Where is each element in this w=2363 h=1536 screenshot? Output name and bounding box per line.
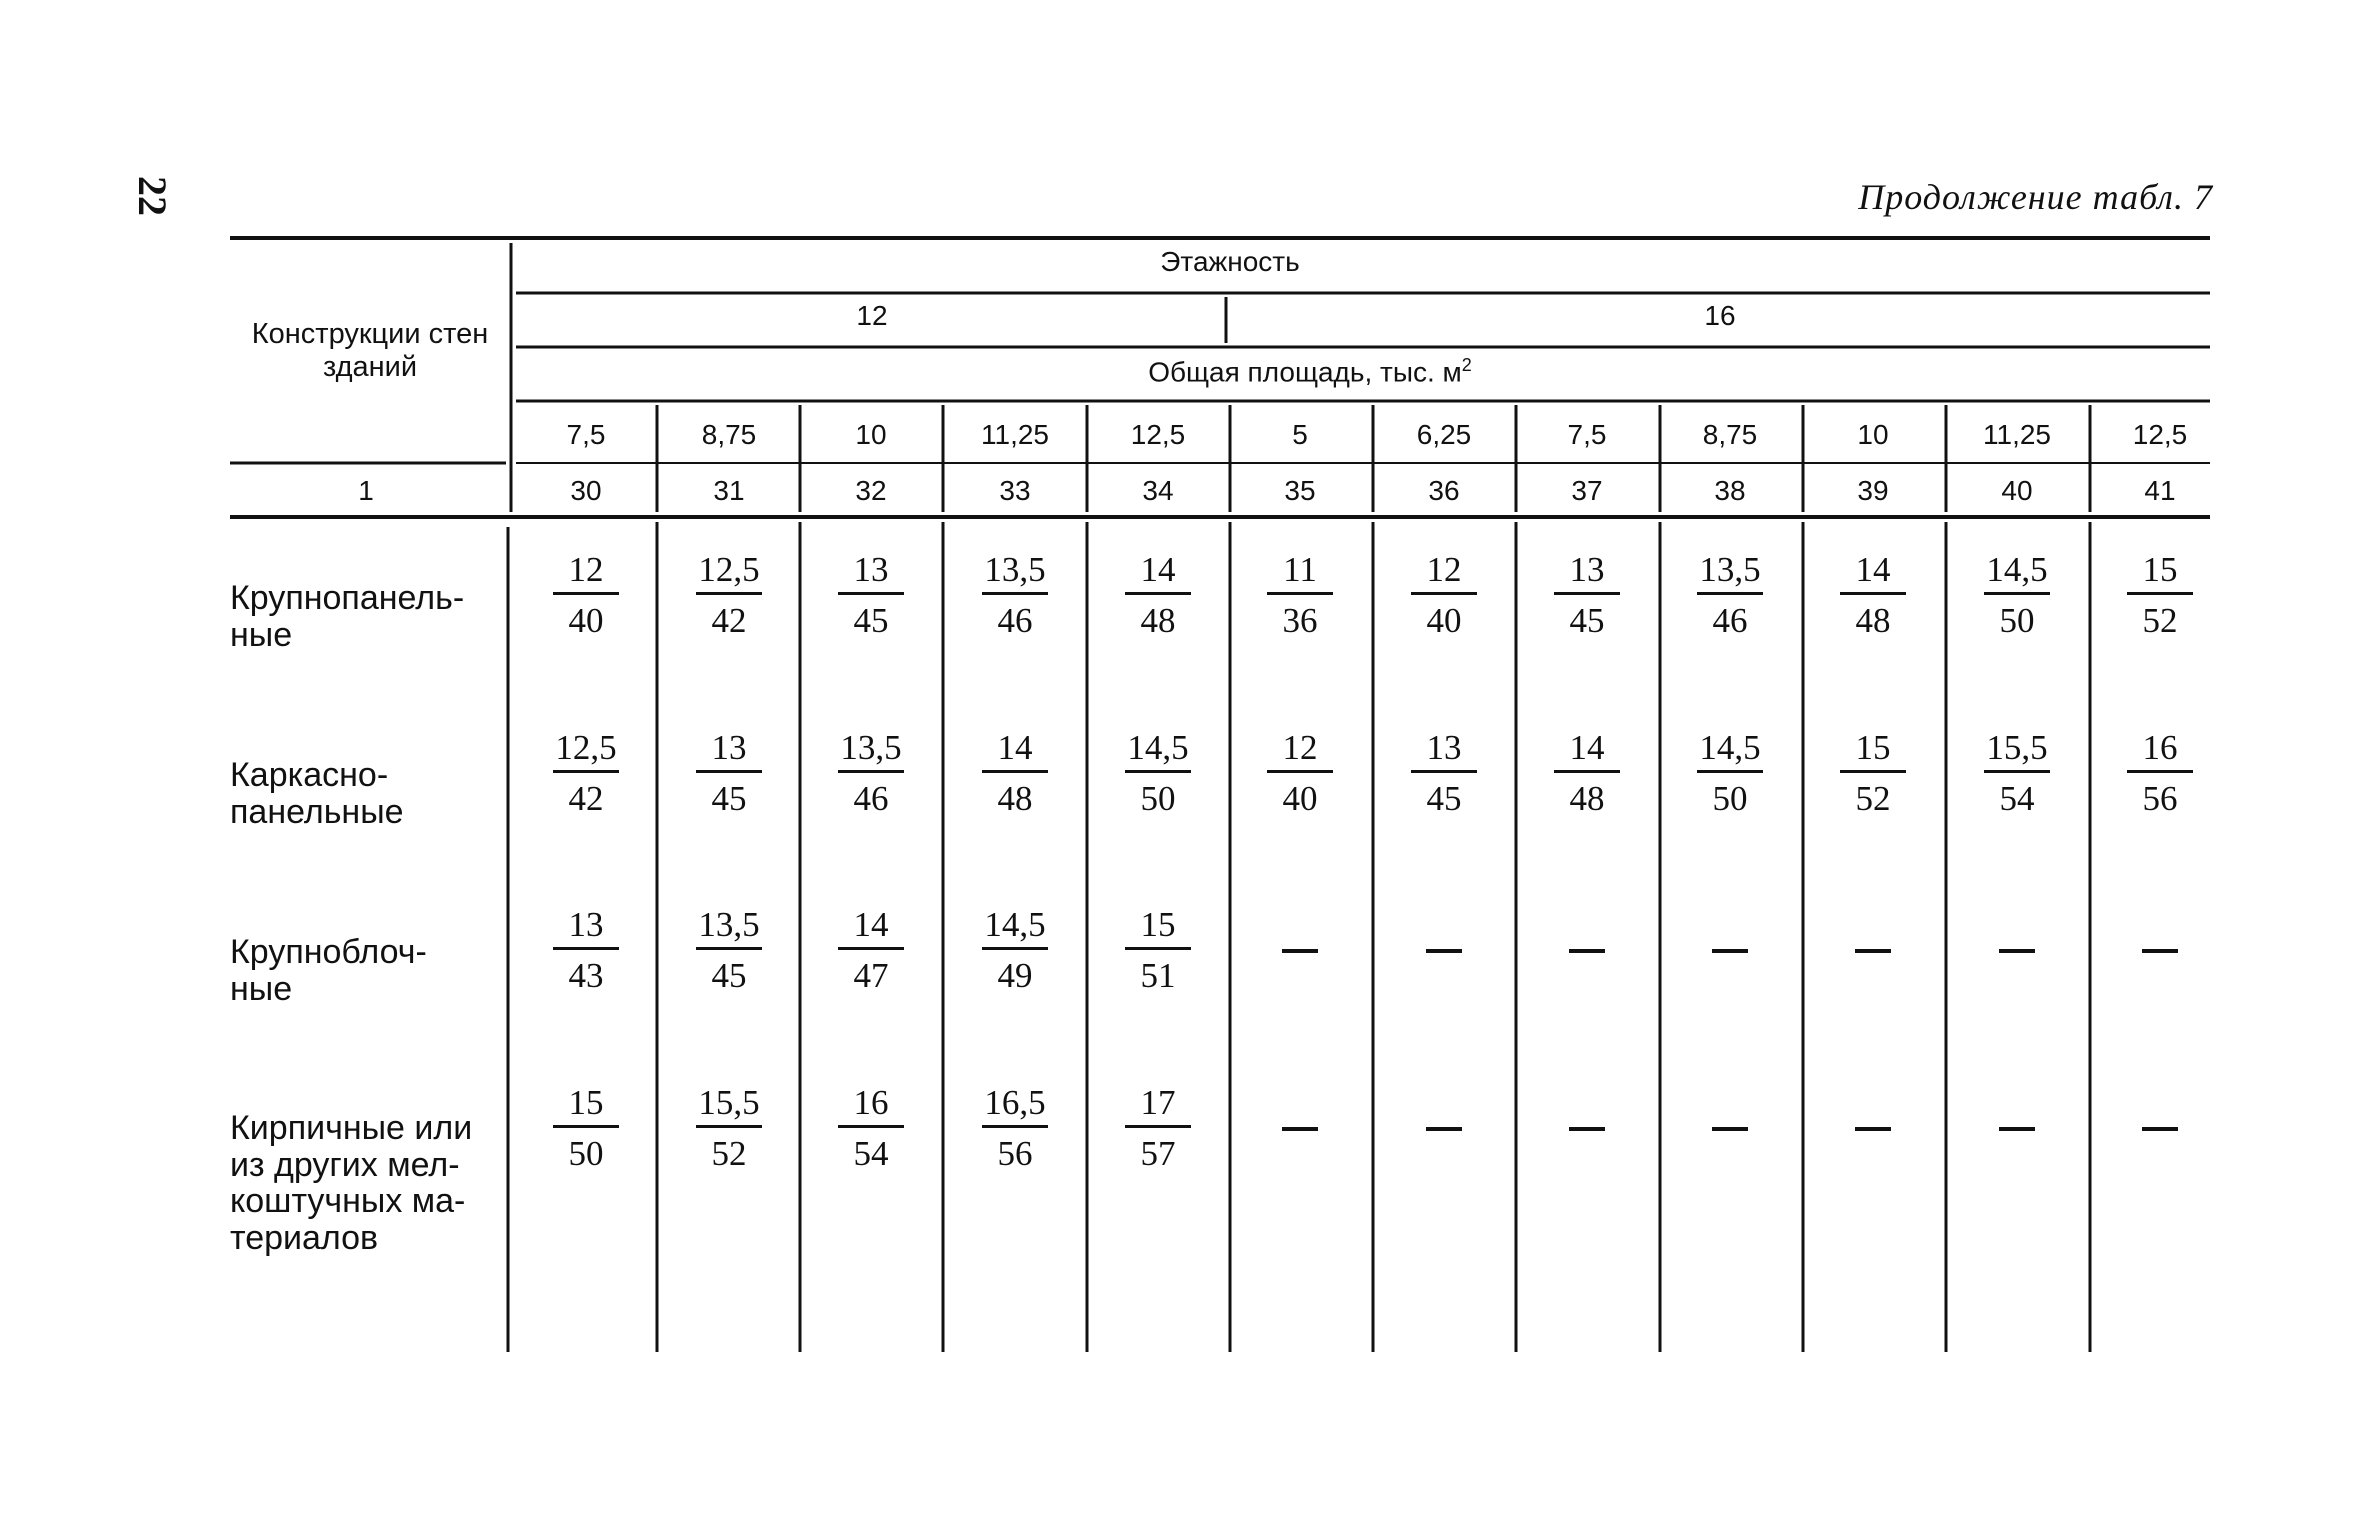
ratio-numerator: 14,5 xyxy=(1699,728,1761,767)
ratio-cell xyxy=(1957,552,2077,641)
area-column-header: 10 xyxy=(855,419,887,450)
fraction-bar xyxy=(696,770,762,773)
ratio-denominator: 52 xyxy=(1855,779,1891,818)
ratio-cell xyxy=(669,730,789,819)
ratio-cell xyxy=(526,1085,646,1174)
ratio-numerator: 15,5 xyxy=(1986,728,2048,767)
empty-cell-dash xyxy=(1426,1127,1462,1131)
ratio-denominator: 51 xyxy=(1140,956,1176,995)
ratio-denominator: 48 xyxy=(997,779,1033,818)
ratio-numerator: 13,5 xyxy=(1699,550,1761,589)
fraction-bar xyxy=(553,947,619,950)
empty-cell-dash xyxy=(1999,1127,2035,1131)
row-label: Крупноблоч- ные xyxy=(230,933,427,1008)
ratio-denominator: 36 xyxy=(1282,601,1318,640)
empty-cell-dash xyxy=(1282,1127,1318,1131)
ratio-denominator: 56 xyxy=(2142,779,2178,818)
fraction-bar xyxy=(2127,770,2193,773)
area-column-header: 7,5 xyxy=(566,419,606,450)
ratio-cell xyxy=(1098,907,1218,996)
ratio-numerator: 13,5 xyxy=(984,550,1046,589)
ratio-cell xyxy=(1670,730,1790,819)
ratio-denominator: 43 xyxy=(568,956,604,995)
ratio-numerator: 17 xyxy=(1140,1083,1176,1122)
fraction-bar xyxy=(1984,592,2050,595)
empty-cell-dash xyxy=(1282,949,1318,953)
fraction-bar xyxy=(553,770,619,773)
ratio-denominator: 54 xyxy=(853,1134,889,1173)
ratio-numerator: 14,5 xyxy=(1127,728,1189,767)
ratio-cell xyxy=(811,1085,931,1174)
empty-cell-dash xyxy=(1999,949,2035,953)
fraction-bar xyxy=(1697,592,1763,595)
ratio-cell xyxy=(526,552,646,641)
fraction-bar xyxy=(838,947,904,950)
storeys-header: Этажность xyxy=(1160,246,1300,277)
storey-group-12: 12 xyxy=(856,300,888,331)
ratio-cell xyxy=(955,907,1075,996)
fraction-bar xyxy=(1125,947,1191,950)
ratio-cell xyxy=(1957,730,2077,819)
ratio-denominator: 42 xyxy=(711,601,747,640)
empty-cell-dash xyxy=(1426,949,1462,953)
ratio-denominator: 56 xyxy=(997,1134,1033,1173)
ratio-denominator: 50 xyxy=(1140,779,1176,818)
area-column-header: 6,25 xyxy=(1416,419,1472,450)
column-number: 35 xyxy=(1284,475,1316,506)
column-number: 41 xyxy=(2144,475,2176,506)
empty-cell-dash xyxy=(2142,949,2178,953)
fraction-bar xyxy=(1125,1125,1191,1128)
fraction-bar xyxy=(838,1125,904,1128)
empty-cell-dash xyxy=(1569,1127,1605,1131)
fraction-bar xyxy=(1840,592,1906,595)
column-number: 30 xyxy=(570,475,602,506)
row-label: Кирпичные или из других мел- коштучных ма- териалов xyxy=(230,1109,473,1258)
ratio-cell xyxy=(811,730,931,819)
column-number: 36 xyxy=(1428,475,1460,506)
ratio-denominator: 45 xyxy=(1569,601,1605,640)
ratio-cell xyxy=(1813,552,1933,641)
empty-cell-dash xyxy=(1712,1127,1748,1131)
ratio-numerator: 12 xyxy=(1282,728,1318,767)
fraction-bar xyxy=(838,592,904,595)
column-number: 39 xyxy=(1857,475,1889,506)
ratio-denominator: 40 xyxy=(1282,779,1318,818)
ratio-numerator: 14 xyxy=(1855,550,1891,589)
ratio-numerator: 13 xyxy=(568,905,604,944)
ratio-denominator: 50 xyxy=(1999,601,2035,640)
total-area-label: Общая площадь, тыс. м xyxy=(1148,356,1462,388)
ratio-numerator: 16 xyxy=(853,1083,889,1122)
ratio-cell xyxy=(1813,730,1933,819)
wall-construction-header: Конструкции стен зданий xyxy=(251,318,489,384)
fraction-bar xyxy=(982,592,1048,595)
ratio-numerator: 14 xyxy=(997,728,1033,767)
ratio-cell xyxy=(2100,730,2220,819)
total-area-header xyxy=(1148,356,1472,386)
stub-column-number: 1 xyxy=(358,475,374,506)
area-column-header: 12,5 xyxy=(1130,419,1186,450)
ratio-numerator: 14 xyxy=(853,905,889,944)
ratio-denominator: 57 xyxy=(1140,1134,1176,1173)
ratio-cell xyxy=(1527,730,1647,819)
fraction-bar xyxy=(838,770,904,773)
page-number: 22 xyxy=(130,176,175,216)
fraction-bar xyxy=(1554,592,1620,595)
ratio-cell xyxy=(1098,1085,1218,1174)
ratio-numerator: 16,5 xyxy=(984,1083,1046,1122)
fraction-bar xyxy=(553,1125,619,1128)
fraction-bar xyxy=(696,592,762,595)
ratio-numerator: 13,5 xyxy=(698,905,760,944)
column-number: 33 xyxy=(999,475,1031,506)
ratio-numerator: 14 xyxy=(1569,728,1605,767)
fraction-bar xyxy=(1554,770,1620,773)
row-label: Каркасно- панельные xyxy=(230,756,404,831)
ratio-denominator: 45 xyxy=(1426,779,1462,818)
ratio-numerator: 14,5 xyxy=(1986,550,2048,589)
ratio-cell xyxy=(2100,552,2220,641)
ratio-cell xyxy=(526,907,646,996)
area-unit-superscript: 2 xyxy=(1461,355,1472,375)
ratio-numerator: 15,5 xyxy=(698,1083,760,1122)
ratio-denominator: 40 xyxy=(1426,601,1462,640)
column-number: 31 xyxy=(713,475,745,506)
ratio-denominator: 50 xyxy=(568,1134,604,1173)
ratio-cell xyxy=(955,1085,1075,1174)
ratio-cell xyxy=(811,552,931,641)
ratio-cell xyxy=(1384,730,1504,819)
ratio-cell xyxy=(1240,730,1360,819)
column-number: 38 xyxy=(1714,475,1746,506)
ratio-cell xyxy=(811,907,931,996)
column-number: 40 xyxy=(2001,475,2033,506)
ratio-numerator: 16 xyxy=(2142,728,2178,767)
ratio-denominator: 52 xyxy=(711,1134,747,1173)
ratio-denominator: 46 xyxy=(997,601,1033,640)
ratio-numerator: 13 xyxy=(1569,550,1605,589)
fraction-bar xyxy=(982,1125,1048,1128)
fraction-bar xyxy=(982,770,1048,773)
area-column-header: 8,75 xyxy=(701,419,757,450)
fraction-bar xyxy=(553,592,619,595)
fraction-bar xyxy=(1267,592,1333,595)
ratio-denominator: 42 xyxy=(568,779,604,818)
ratio-cell xyxy=(1098,552,1218,641)
area-column-header: 5 xyxy=(1292,419,1308,450)
ratio-numerator: 12 xyxy=(1426,550,1462,589)
area-column-header: 11,25 xyxy=(1983,419,2051,450)
row-label: Крупнопанель- ные xyxy=(230,579,465,654)
ratio-numerator: 12,5 xyxy=(555,728,617,767)
fraction-bar xyxy=(696,947,762,950)
ratio-cell xyxy=(1527,552,1647,641)
table-continuation-caption: Продолжение табл. 7 xyxy=(1858,177,2213,217)
area-column-header: 12,5 xyxy=(2132,419,2188,450)
area-column-header: 10 xyxy=(1857,419,1889,450)
ratio-denominator: 47 xyxy=(853,956,889,995)
ratio-denominator: 45 xyxy=(711,779,747,818)
ratio-numerator: 14,5 xyxy=(984,905,1046,944)
ratio-denominator: 48 xyxy=(1569,779,1605,818)
fraction-bar xyxy=(1411,770,1477,773)
fraction-bar xyxy=(2127,592,2193,595)
ratio-denominator: 50 xyxy=(1712,779,1748,818)
ratio-numerator: 14 xyxy=(1140,550,1176,589)
ratio-denominator: 45 xyxy=(853,601,889,640)
ratio-numerator: 13 xyxy=(853,550,889,589)
ratio-denominator: 54 xyxy=(1999,779,2035,818)
ratio-cell xyxy=(669,552,789,641)
ratio-denominator: 49 xyxy=(997,956,1033,995)
column-number: 37 xyxy=(1571,475,1603,506)
area-column-header: 7,5 xyxy=(1567,419,1607,450)
fraction-bar xyxy=(982,947,1048,950)
empty-cell-dash xyxy=(1855,1127,1891,1131)
column-number: 32 xyxy=(855,475,887,506)
ratio-cell xyxy=(1670,552,1790,641)
ratio-cell xyxy=(1384,552,1504,641)
fraction-bar xyxy=(696,1125,762,1128)
ratio-numerator: 11 xyxy=(1283,550,1317,589)
empty-cell-dash xyxy=(1712,949,1748,953)
fraction-bar xyxy=(1267,770,1333,773)
column-number: 34 xyxy=(1142,475,1174,506)
ratio-numerator: 13 xyxy=(711,728,747,767)
ratio-denominator: 52 xyxy=(2142,601,2178,640)
ratio-cell xyxy=(1240,552,1360,641)
ratio-denominator: 45 xyxy=(711,956,747,995)
ratio-numerator: 13 xyxy=(1426,728,1462,767)
ratio-cell xyxy=(669,907,789,996)
empty-cell-dash xyxy=(1855,949,1891,953)
fraction-bar xyxy=(1125,770,1191,773)
area-column-header: 8,75 xyxy=(1702,419,1758,450)
ratio-cell xyxy=(955,552,1075,641)
ratio-denominator: 48 xyxy=(1140,601,1176,640)
ratio-cell xyxy=(669,1085,789,1174)
ratio-cell xyxy=(1098,730,1218,819)
empty-cell-dash xyxy=(1569,949,1605,953)
ratio-numerator: 13,5 xyxy=(840,728,902,767)
ratio-cell xyxy=(526,730,646,819)
area-column-header: 11,25 xyxy=(981,419,1049,450)
fraction-bar xyxy=(1125,592,1191,595)
fraction-bar xyxy=(1840,770,1906,773)
ratio-cell xyxy=(955,730,1075,819)
ratio-numerator: 15 xyxy=(2142,550,2178,589)
ratio-numerator: 15 xyxy=(1855,728,1891,767)
ratio-numerator: 15 xyxy=(1140,905,1176,944)
ratio-numerator: 12 xyxy=(568,550,604,589)
fraction-bar xyxy=(1984,770,2050,773)
fraction-bar xyxy=(1411,592,1477,595)
fraction-bar xyxy=(1697,770,1763,773)
ratio-numerator: 12,5 xyxy=(698,550,760,589)
empty-cell-dash xyxy=(2142,1127,2178,1131)
storey-group-16: 16 xyxy=(1704,300,1736,331)
ratio-denominator: 48 xyxy=(1855,601,1891,640)
ratio-numerator: 15 xyxy=(568,1083,604,1122)
ratio-denominator: 40 xyxy=(568,601,604,640)
ratio-denominator: 46 xyxy=(1712,601,1748,640)
ratio-denominator: 46 xyxy=(853,779,889,818)
